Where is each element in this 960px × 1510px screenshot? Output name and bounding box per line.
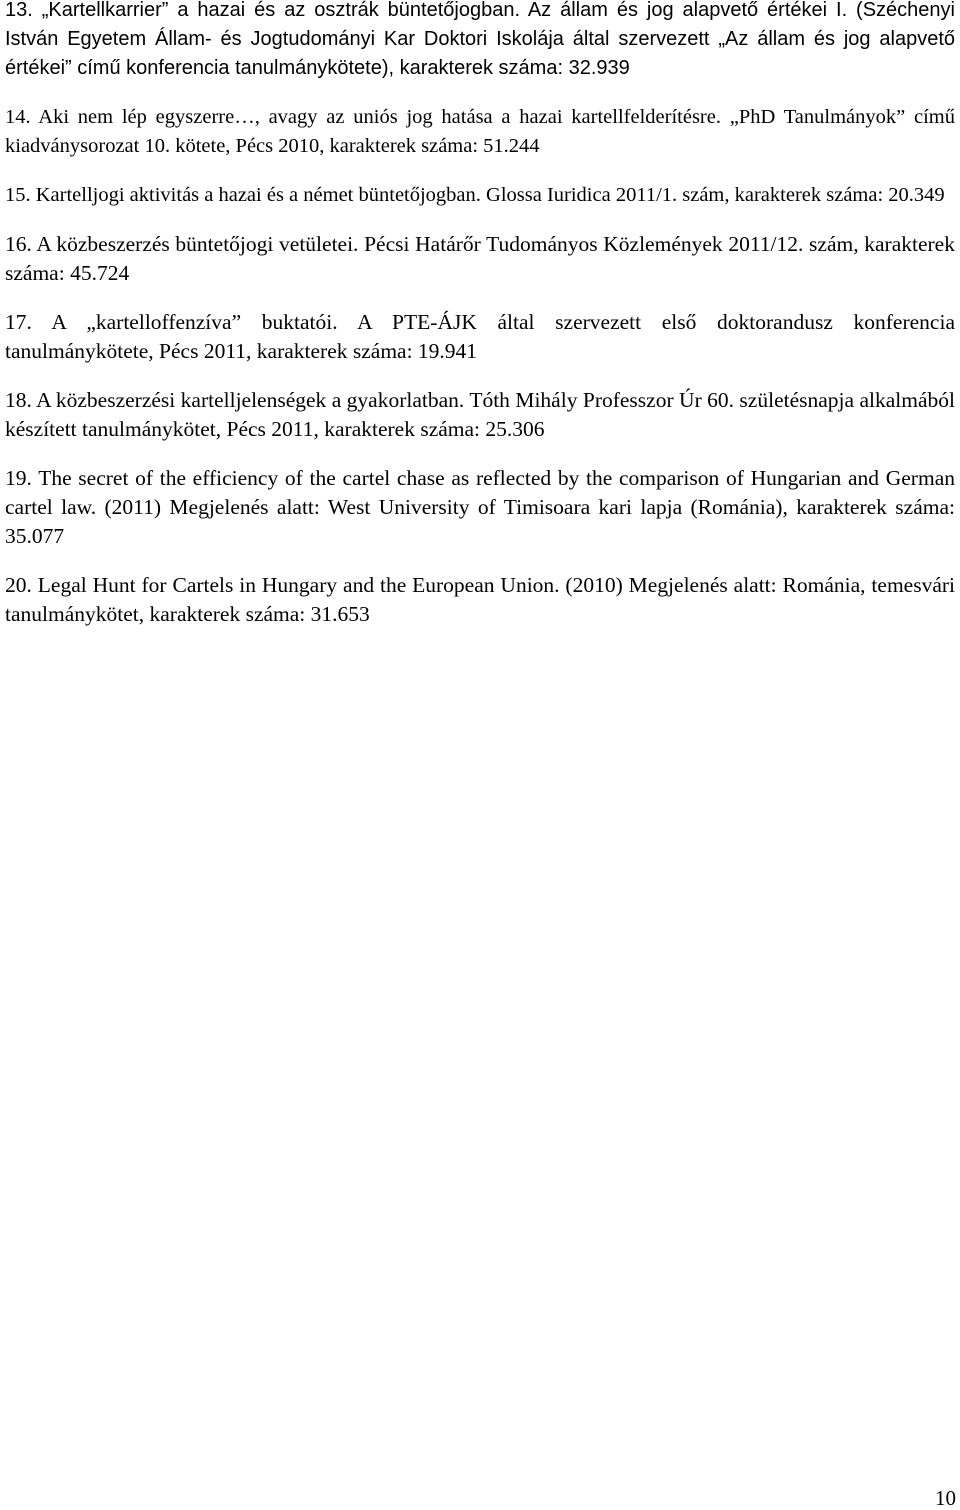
item-number: 20. xyxy=(5,573,32,597)
item-text: „Kartellkarrier” a hazai és az osztrák büntetőjogban. Az állam és jog alapvető értékei I. (Széchenyi István Egyetem Állam- és Jogtudományi Kar Doktori Iskolája által szervezett „Az állam és jog alapvető értékei” című konferencia tanulmánykötete), karakterek száma: 32.939 xyxy=(5,0,955,79)
item-text: Legal Hunt for Cartels in Hungary and the European Union. (2010) Megjelenés alatt: Románia, temesvári tanulmánykötet, karakterek száma: 31.653 xyxy=(5,573,955,626)
list-item xyxy=(5,181,955,210)
item-number: 19. xyxy=(5,466,32,490)
publication-list xyxy=(5,0,955,649)
item-number: 16. xyxy=(5,232,32,256)
item-number: 15. xyxy=(5,184,31,206)
item-text: Kartelljogi aktivitás a hazai és a német büntetőjogban. Glossa Iuridica 2011/1. szám, karakterek száma: 20.349 xyxy=(35,184,945,206)
item-text: Aki nem lép egyszerre…, avagy az uniós jog hatása a hazai kartellfelderítésre. „PhD Tanulmányok” című kiadványsorozat 10. kötete, Pécs 2010, karakterek száma: 51.244 xyxy=(5,106,955,157)
list-item xyxy=(5,103,955,161)
list-item xyxy=(5,571,955,629)
list-item xyxy=(5,308,955,366)
item-number: 17. xyxy=(5,310,32,334)
item-text: The secret of the efficiency of the cartel chase as reflected by the comparison of Hungarian and German cartel law. (2011) Megjelenés alatt: West University of Timisoara kari lapja (Románia), karakterek száma: 35.077 xyxy=(5,466,955,548)
item-text: A közbeszerzési kartelljelenségek a gyakorlatban. Tóth Mihály Professzor Úr 60. születésnapja alkalmából készített tanulmánykötet, Pécs 2011, karakterek száma: 25.306 xyxy=(5,388,955,441)
item-number: 18. xyxy=(5,388,32,412)
item-text: A „kartelloffenzíva” buktatói. A PTE-ÁJK által szervezett első doktorandusz konferencia tanulmánykötete, Pécs 2011, karakterek száma: 19.941 xyxy=(5,310,955,363)
page-number: 10 xyxy=(935,1486,956,1510)
item-number: 13. xyxy=(5,0,33,21)
item-number: 14. xyxy=(5,106,31,128)
item-text: A közbeszerzés büntetőjogi vetületei. Pécsi Határőr Tudományos Közlemények 2011/12. szám, karakterek száma: 45.724 xyxy=(5,232,955,285)
list-item xyxy=(5,464,955,551)
list-item xyxy=(5,386,955,444)
list-item xyxy=(5,230,955,288)
list-item xyxy=(5,0,955,83)
